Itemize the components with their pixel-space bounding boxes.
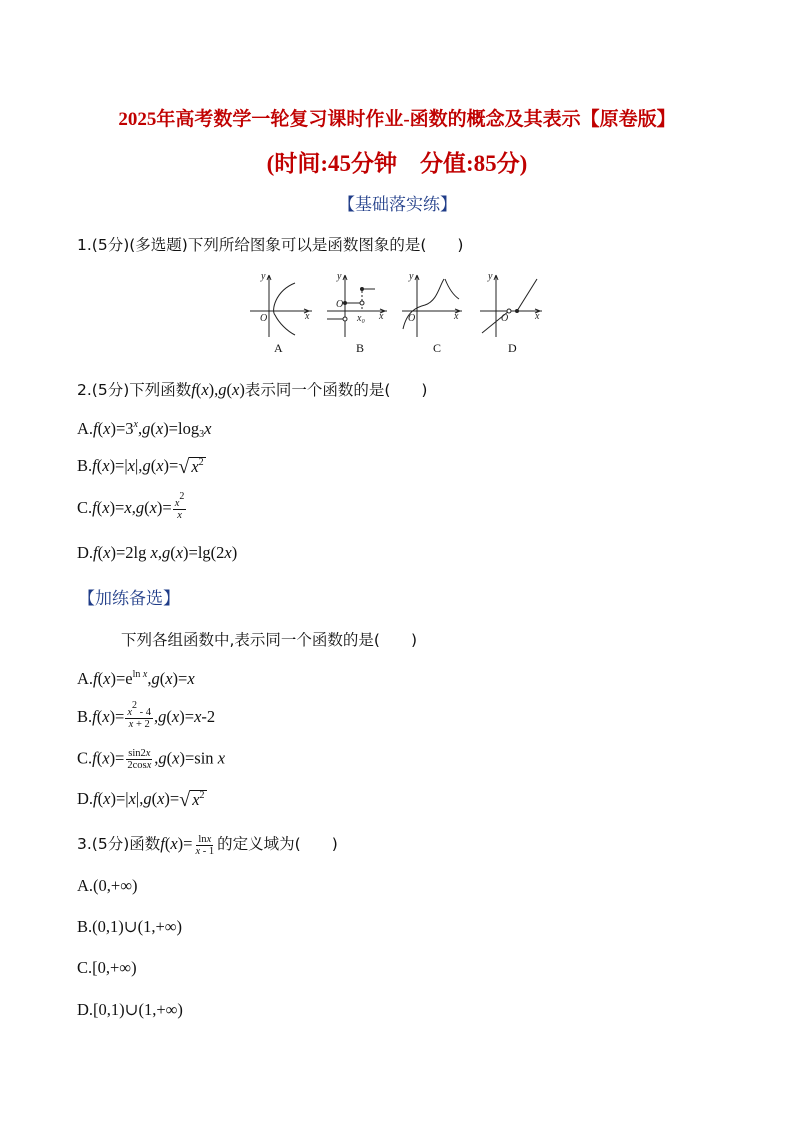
graph-d-x-label: x	[535, 311, 540, 322]
extra-option-b[interactable]: B.f(x)= $\frac{x^2 - 4}{x + 2}$ ,g(x)=x-2	[77, 700, 216, 731]
page-subtitle: (时间:45分钟 分值:85分)	[266, 151, 528, 176]
sqrt-expression: √ $x^2$	[178, 456, 204, 479]
extra-option-c[interactable]: C.f(x)= $\frac{\sin 2x}{2\cos x}$ ,g(x)=sin x	[77, 748, 226, 772]
fraction: $\frac{x^2 - 4}{x + 2}$	[127, 700, 152, 731]
q3-option-b[interactable]: B.(0,1)∪(1,+∞)	[77, 917, 183, 936]
graph-a-origin: O	[260, 313, 268, 324]
q3-option-c[interactable]: C.[0,+∞)	[77, 958, 137, 977]
graph-b-x-label: x	[379, 311, 384, 322]
section-extra: 【加练备选】	[78, 589, 180, 609]
sqrt-expression: √ $x^2$	[179, 789, 205, 812]
q2-option-b[interactable]: B.f(x)=|x|,g(x)= √ $x^2$	[77, 456, 204, 479]
graph-label-a: A	[274, 341, 283, 355]
graph-label-b: B	[356, 341, 365, 355]
graph-a	[250, 275, 312, 337]
q2-option-c[interactable]: C.f(x)=x,g(x)= $\frac{x^2}{x}$	[77, 491, 185, 522]
extra-option-d[interactable]: D.f(x)=|x|,g(x)= √ $x^2$	[77, 789, 205, 812]
q3-option-a[interactable]: A.(0,+∞)	[77, 876, 138, 895]
q3-stem: 3.(5分)函数f(x)= $\frac{\ln x}{x - 1}$ 的定义域为( )	[77, 833, 338, 857]
graph-b-y-label: y	[337, 271, 342, 282]
graph-d-filled-point	[515, 309, 519, 313]
graph-b-open-point-2	[360, 301, 364, 305]
extra-stem: 下列各组函数中,表示同一个函数的是( )	[121, 631, 418, 649]
q1-graphs-svg	[247, 267, 547, 342]
section-basic: 【基础落实练】	[338, 195, 457, 215]
graph-c-origin: O	[408, 313, 416, 324]
graph-c	[402, 275, 462, 337]
graph-c-y-label: y	[409, 271, 414, 282]
fraction: $\frac{\ln x}{x - 1}$	[195, 833, 215, 857]
graph-d	[480, 275, 542, 337]
graph-a-x-label: x	[305, 311, 310, 322]
graph-d-y-label: y	[488, 271, 493, 282]
graph-d-origin: O	[501, 313, 509, 324]
graph-b-filled-point-2	[360, 287, 364, 291]
extra-option-a[interactable]: $A.f(x)=e^{ln x},g(x)=x$	[77, 669, 195, 688]
graph-label-c: C	[433, 341, 442, 355]
graph-label-d: D	[508, 341, 517, 355]
q2-stem: 2.(5分)下列函数f(x),g(x)表示同一个函数的是( )	[77, 380, 428, 399]
graph-c-x-label: x	[454, 311, 459, 322]
fraction: $\frac{\sin 2x}{2\cos x}$	[127, 748, 152, 772]
q2-option-a[interactable]: $A.f(x)=3^x,g(x)=\log_3x$	[77, 419, 212, 440]
fraction: $\frac{x^2}{x}$	[174, 491, 185, 522]
graph-b-filled-point	[343, 301, 347, 305]
q2-option-d[interactable]: D.f(x)=2lg x,g(x)=lg(2x)	[77, 543, 238, 562]
page-title: 2025年高考数学一轮复习课时作业-函数的概念及其表示【原卷版】	[118, 109, 676, 130]
q1-stem: 1.(5分)(多选题)下列所给图象可以是函数图象的是( )	[77, 236, 464, 254]
graph-b-origin: O	[336, 299, 344, 310]
graph-b-open-point	[343, 317, 347, 321]
graph-b-x0-label: x₀	[357, 313, 365, 324]
q1-graphs	[247, 267, 547, 357]
graph-a-y-label: y	[261, 271, 266, 282]
q3-option-d[interactable]: D.[0,1)∪(1,+∞)	[77, 1000, 183, 1019]
